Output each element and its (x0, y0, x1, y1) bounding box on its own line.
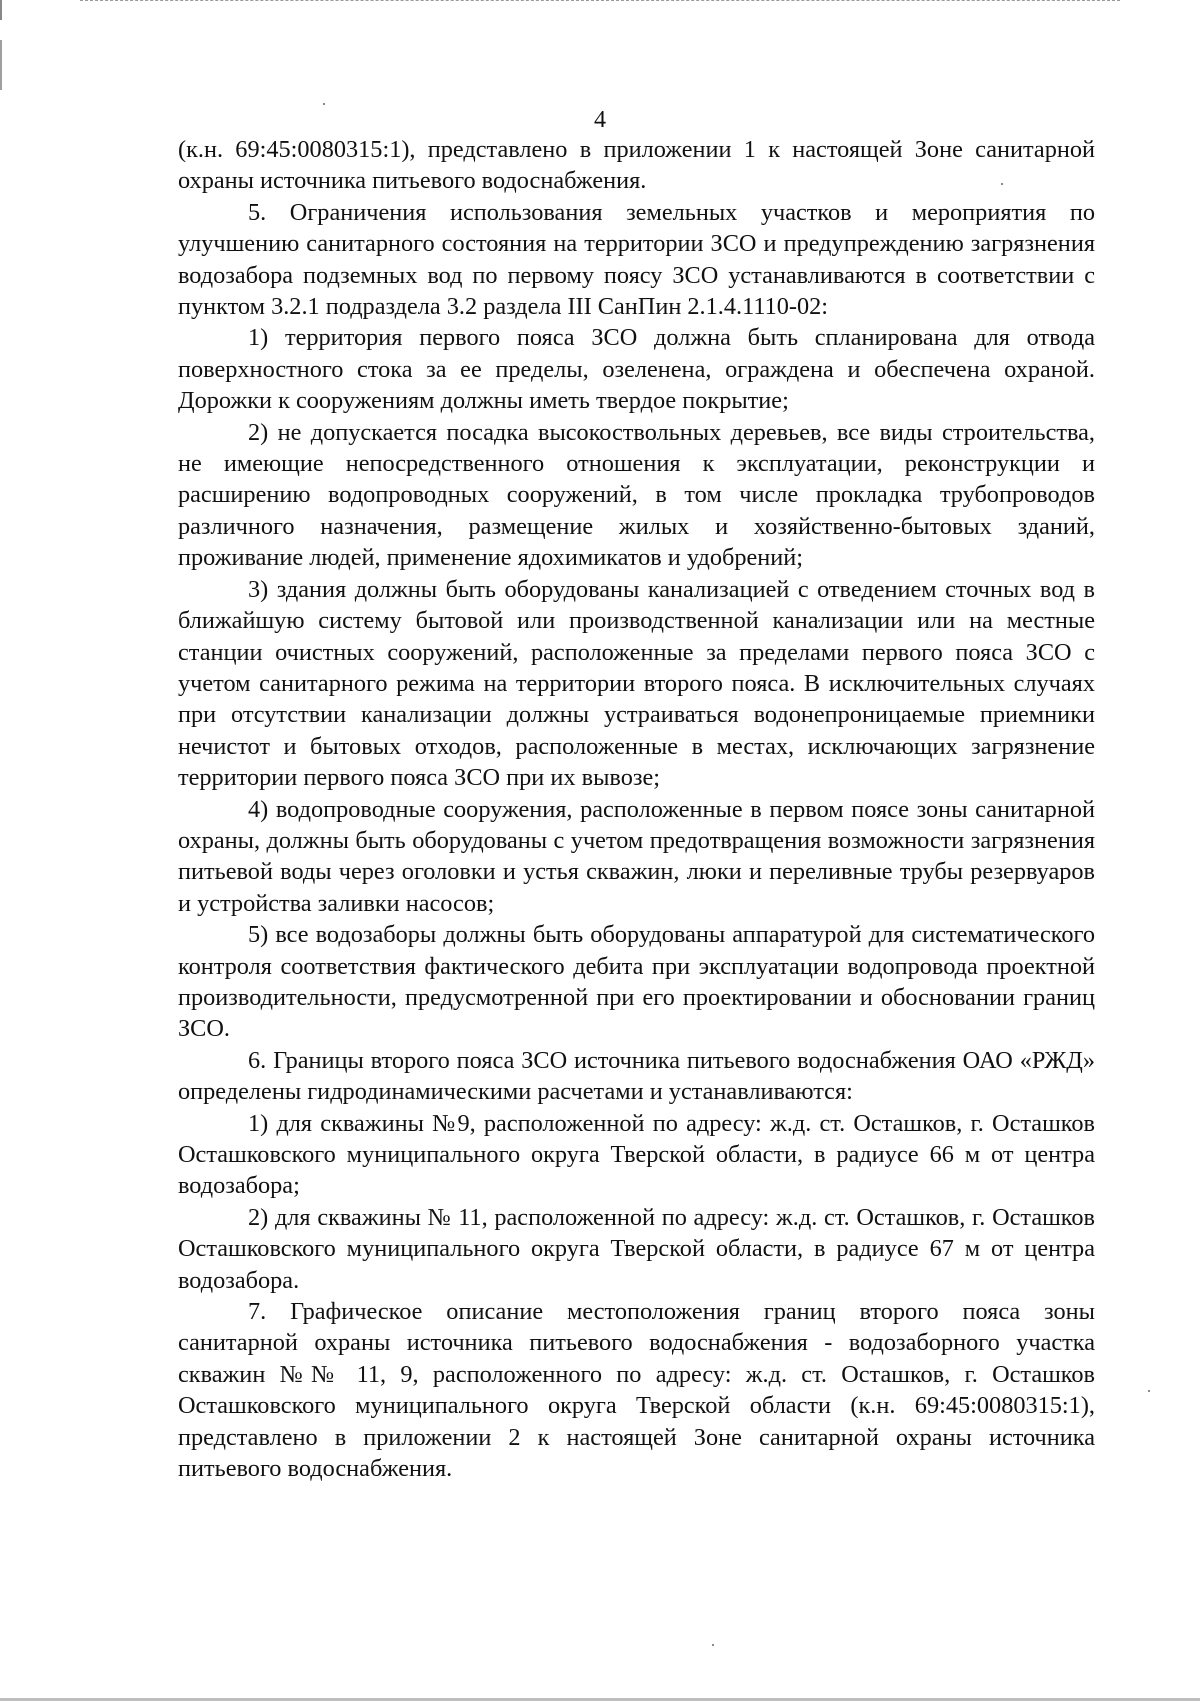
scan-speck (712, 1644, 714, 1646)
paragraph-continuation: (к.н. 69:45:0080315:1), представлено в приложении 1 к настоящей Зоне санитарной охраны источника питьевого водоснабжения. (178, 136, 1095, 195)
paragraph-5-item-4: 4) водопроводные сооружения, расположенные в первом поясе зоны санитарной охраны, должны быть оборудованы с учетом предотвращения возможности загрязнения питьевой воды через оголовки и устья скважин, люки и переливные трубы резервуаров и устройства заливки насосов; (178, 795, 1095, 917)
paragraph-5-item-1: 1) территория первого пояса ЗСО должна быть спланирована для отвода поверхностного стока за ее пределы, озеленена, ограждена и обеспечена охраной. Дорожки к сооружениям должны иметь твердое покрытие; (178, 324, 1095, 415)
document-body (178, 134, 1095, 1484)
paragraph-5-item-3: 3) здания должны быть оборудованы канализацией с отведением сточных вод в ближайшую систему бытовой или производственной канализации или на местные станции очистных сооружений, расположенные за пределами первого пояса ЗСО с учетом санитарного режима на территории второго пояса. В исключительных случаях при отсутствии канализации должны устраиваться водонепроницаемые приемники нечистот и бытовых отходов, расположенные в местах, исключающих загрязнение территории первого пояса ЗСО при их вывозе; (178, 575, 1095, 792)
paragraph-6-item-2: 2) для скважины № 11, расположенной по адресу: ж.д. ст. Осташков, г. Осташков Осташковского муниципального округа Тверской области, в радиусе 67 м от центра водозабора. (178, 1203, 1095, 1294)
page-number: 4 (594, 107, 606, 133)
paragraph-7-graphic-description: 7. Графическое описание местоположения границ второго пояса зоны санитарной охраны источника питьевого водоснабжения - водозаборного участка скважин №№ 11, 9, расположенного по адресу: ж.д. ст. Осташков, г. Осташков Осташковского муниципального округа Тверской области (к.н. 69:45:0080315:1), представлено в приложении 2 к настоящей Зоне санитарной охраны источника питьевого водоснабжения. (178, 1298, 1095, 1483)
paragraph-6-boundaries: 6. Границы второго пояса ЗСО источника питьевого водоснабжения ОАО «РЖД» определены гидродинамическими расчетами и устанавливаются: (178, 1046, 1095, 1106)
paragraph-5-item-5: 5) все водозаборы должны быть оборудованы аппаратурой для систематического контроля соответствия фактического дебита при эксплуатации водопровода проектной производительности, предусмотренной при его проектировании и обосновании границ ЗСО. (178, 921, 1095, 1043)
scan-edge-left (0, 0, 2, 1701)
paragraph-6-item-1: 1) для скважины №9, расположенной по адресу: ж.д. ст. Осташков, г. Осташков Осташковского муниципального округа Тверской области, в радиусе 66 м от центра водозабора; (178, 1109, 1095, 1200)
scan-speck (1148, 1390, 1150, 1392)
scan-edge-top (80, 0, 1120, 1)
paragraph-5-restrictions: 5. Ограничения использования земельных участков и мероприятия по улучшению санитарного состояния на территории ЗСО и предупреждению загрязнения водозабора подземных вод по первому поясу ЗСО устанавливаются в соответствии с пунктом 3.2.1 подраздела 3.2 раздела III СанПин 2.1.4.1110-02: (178, 198, 1095, 321)
paragraph-5-item-2: 2) не допускается посадка высокоствольных деревьев, все виды строительства, не имеющие непосредственного отношения к эксплуатации, реконструкции и расширению водопроводных сооружений, в том числе прокладка трубопроводов различного назначения, размещение жилых и хозяйственно-бытовых зданий, проживание людей, применение ядохимикатов и удобрений; (178, 418, 1095, 572)
scan-speck (323, 103, 325, 105)
